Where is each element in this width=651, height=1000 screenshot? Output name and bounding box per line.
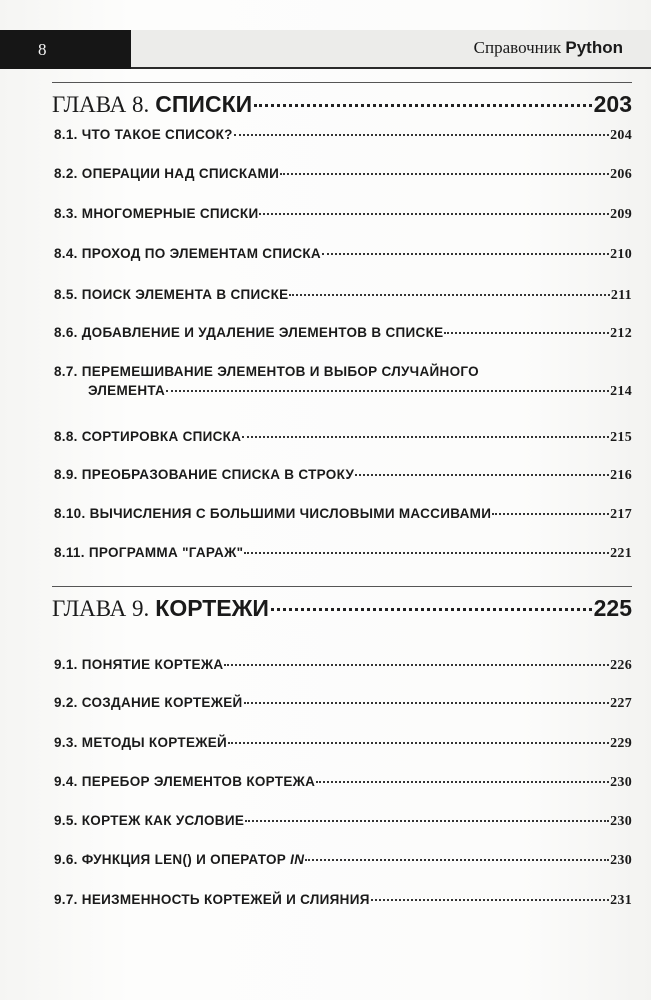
leader-dots bbox=[305, 859, 609, 861]
toc-entry-page: 230 bbox=[610, 853, 632, 868]
toc-entry bbox=[54, 657, 632, 674]
chapter-label: ГЛАВА 8. bbox=[52, 92, 150, 117]
toc-entry-page: 211 bbox=[610, 288, 632, 303]
toc-entry-text: 9.7. НЕИЗМЕННОСТЬ КОРТЕЖЕЙ И СЛИЯНИЯ bbox=[54, 892, 370, 907]
leader-dots bbox=[259, 213, 609, 215]
toc-entry-page: 206 bbox=[610, 167, 632, 182]
toc-entry-page: 210 bbox=[610, 247, 632, 262]
leader-dots bbox=[371, 899, 609, 901]
leader-dots bbox=[228, 742, 609, 744]
leader-dots bbox=[322, 253, 609, 255]
toc-entry-text: 8.6. ДОБАВЛЕНИЕ И УДАЛЕНИЕ ЭЛЕМЕНТОВ В СПИСКЕ bbox=[54, 325, 444, 340]
toc-entry-page: 217 bbox=[610, 507, 632, 522]
leader-dots bbox=[166, 390, 609, 392]
toc-entry-page: 214 bbox=[610, 384, 632, 399]
toc-entry-text: 9.1. ПОНЯТИЕ КОРТЕЖА bbox=[54, 657, 224, 672]
toc-entry-text: 8.3. МНОГОМЕРНЫЕ СПИСКИ bbox=[54, 206, 259, 221]
toc-entry bbox=[54, 166, 632, 183]
leader-dots bbox=[242, 436, 609, 438]
toc-entry-text-main: 9.6. ФУНКЦИЯ LEN() И ОПЕРАТОР bbox=[54, 852, 291, 867]
leader-dots bbox=[245, 820, 609, 822]
page-number: 8 bbox=[38, 40, 47, 59]
toc-entry-page: 216 bbox=[610, 468, 632, 483]
toc-entry-page: 230 bbox=[610, 775, 632, 790]
toc-entry-text: 9.5. КОРТЕЖ КАК УСЛОВИЕ bbox=[54, 813, 245, 828]
leader-dots bbox=[492, 513, 609, 515]
toc-entry-page: 215 bbox=[610, 430, 632, 445]
leader-dots bbox=[355, 474, 609, 476]
page-number-box bbox=[0, 30, 131, 69]
leader-dots bbox=[254, 104, 591, 107]
chapter-label: ГЛАВА 9. bbox=[52, 596, 150, 621]
toc-entry-text: 9.2. СОЗДАНИЕ КОРТЕЖЕЙ bbox=[54, 695, 243, 710]
toc-entry-continuation bbox=[54, 383, 632, 400]
toc-entry-page: 204 bbox=[610, 128, 632, 143]
leader-dots bbox=[244, 702, 610, 704]
leader-dots bbox=[244, 552, 609, 554]
toc-entry bbox=[54, 735, 632, 752]
toc-entry bbox=[54, 506, 632, 523]
toc-entry-page: 231 bbox=[610, 893, 632, 908]
toc-entry-page: 209 bbox=[610, 207, 632, 222]
toc-entry-page: 230 bbox=[610, 814, 632, 829]
leader-dots bbox=[234, 134, 609, 136]
chapter-title: СПИСКИ bbox=[155, 91, 253, 117]
toc-entry-text: 8.11. ПРОГРАММА "ГАРАЖ" bbox=[54, 545, 244, 560]
chapter-page: 203 bbox=[593, 91, 632, 117]
toc-entry-text: 9.3. МЕТОДЫ КОРТЕЖЕЙ bbox=[54, 735, 228, 750]
toc-entry bbox=[54, 695, 632, 712]
running-head-prefix: Справочник bbox=[473, 38, 566, 57]
toc-entry bbox=[54, 813, 632, 830]
toc-entry-multiline bbox=[54, 364, 632, 400]
toc-entry-text: 8.8. СОРТИРОВКА СПИСКА bbox=[54, 429, 242, 444]
toc-entry-text: 8.2. ОПЕРАЦИИ НАД СПИСКАМИ bbox=[54, 166, 280, 181]
toc-entry bbox=[54, 206, 632, 223]
toc-entry-page: 229 bbox=[610, 736, 632, 751]
toc-entry bbox=[54, 892, 632, 909]
chapter-8-heading bbox=[52, 82, 632, 118]
toc-entry-text: 8.5. ПОИСК ЭЛЕМЕНТА В СПИСКЕ bbox=[54, 287, 289, 302]
toc-entry-text-cont: ЭЛЕМЕНТА bbox=[88, 383, 166, 398]
toc-entry-page: 226 bbox=[610, 658, 632, 673]
toc-entry bbox=[54, 852, 632, 869]
toc-entry-text: 9.4. ПЕРЕБОР ЭЛЕМЕНТОВ КОРТЕЖА bbox=[54, 774, 316, 789]
leader-dots bbox=[444, 332, 609, 334]
toc-entry-text: 8.4. ПРОХОД ПО ЭЛЕМЕНТАМ СПИСКА bbox=[54, 246, 321, 261]
toc-entry-text-italic: IN bbox=[290, 852, 305, 867]
toc-entry bbox=[54, 287, 632, 304]
toc-entry-text: 8.9. ПРЕОБРАЗОВАНИЕ СПИСКА В СТРОКУ bbox=[54, 467, 355, 482]
leader-dots bbox=[280, 173, 609, 175]
toc-entry-page: 227 bbox=[610, 696, 632, 711]
leader-dots bbox=[289, 294, 609, 296]
toc-entry-text: 8.10. ВЫЧИСЛЕНИЯ С БОЛЬШИМИ ЧИСЛОВЫМИ МАССИВАМИ bbox=[54, 506, 492, 521]
chapter-page: 225 bbox=[593, 595, 632, 621]
leader-dots bbox=[316, 781, 609, 783]
toc-entry bbox=[54, 467, 632, 484]
chapter-title: КОРТЕЖИ bbox=[155, 595, 269, 621]
leader-dots bbox=[224, 664, 609, 666]
toc-entry-text bbox=[54, 852, 304, 867]
running-head-bold: Python bbox=[565, 38, 623, 57]
toc-entry bbox=[54, 429, 632, 446]
toc-entry bbox=[54, 774, 632, 791]
toc-entry bbox=[54, 246, 632, 263]
chapter-9-heading bbox=[52, 586, 632, 622]
toc-entry-text: 8.7. ПЕРЕМЕШИВАНИЕ ЭЛЕМЕНТОВ И ВЫБОР СЛУЧАЙНОГО bbox=[54, 364, 479, 379]
toc-entry-page: 221 bbox=[610, 546, 632, 561]
toc-entry bbox=[54, 325, 632, 342]
toc-entry bbox=[54, 127, 632, 144]
toc-entry bbox=[54, 545, 632, 562]
toc-entry-text: 8.1. ЧТО ТАКОЕ СПИСОК? bbox=[54, 127, 233, 142]
leader-dots bbox=[271, 608, 592, 611]
toc-entry-page: 212 bbox=[610, 326, 632, 341]
running-head bbox=[474, 38, 623, 58]
